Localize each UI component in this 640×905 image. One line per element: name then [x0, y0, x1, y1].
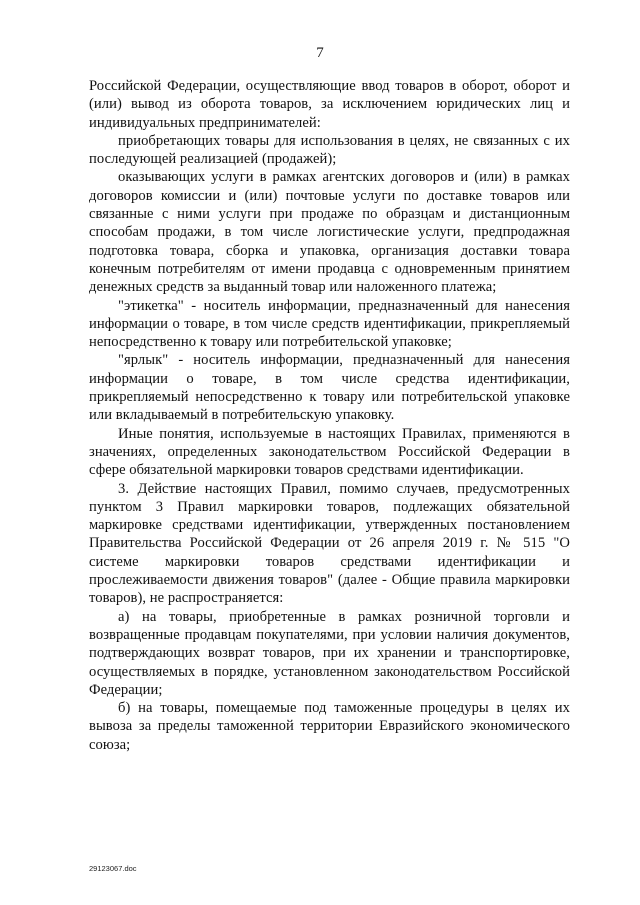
page-number: 7 [316, 45, 324, 61]
document-file-reference: 29123067.doc [89, 864, 137, 873]
document-body [89, 77, 570, 754]
paragraph: "этикетка" - носитель информации, предназначенный для нанесения информации о товаре, в том числе средств идентификации, прикрепляемый непосредственно к товару или потребительской упаковке; [89, 297, 570, 351]
paragraph: приобретающих товары для использования в целях, не связанных с их последующей реализацией (продажей); [89, 132, 570, 168]
paragraph: "ярлык" - носитель информации, предназначенный для нанесения информации о товаре, в том числе средства идентификации, прикрепляемый непосредственно к товару или потребительской упаковке или вкладываемый в потребительскую упаковку. [89, 352, 570, 424]
paragraph: Российской Федерации, осуществляющие ввод товаров в оборот, оборот и (или) вывод из оборота товаров, за исключением юридических лиц и индивидуальных предпринимателей: [89, 78, 570, 131]
paragraph: Иные понятия, используемые в настоящих Правилах, применяются в значениях, определенных законодательством Российской Федерации в сфере обязательной маркировки товаров средствами идентификации. [89, 425, 570, 479]
paragraph: б) на товары, помещаемые под таможенные процедуры в целях их вывоза за пределы таможенной территории Евразийского экономического союза; [89, 700, 570, 753]
paragraph: а) на товары, приобретенные в рамках розничной торговли и возвращенные продавцам покупателями, при условии наличия документов, подтверждающих возврат товаров, при их хранении и транспортировке, осуществляемых в порядке, установленном законодательством Российской Федерации; [89, 608, 570, 698]
paragraph: 3. Действие настоящих Правил, помимо случаев, предусмотренных пунктом 3 Правил маркировки товаров, подлежащих обязательной маркировке средствами идентификации, утвержденных постановлением Правительства Российской Федерации от 26 апреля 2019 г. № 515 "О системе маркировки товаров средствами идентификации и прослеживаемости движения товаров" (далее - Общие правила маркировки товаров), не распространяется: [89, 480, 570, 607]
paragraph: оказывающих услуги в рамках агентских договоров и (или) в рамках договоров комиссии и (или) почтовые услуги по доставке товаров или связанные с ними услуги при продаже по образцам и дистанционным способам продажи, в том числе логистические услуги, предпродажная подготовка товара, сборка и упаковка, организация доставки товара конечным потребителям от имени продавца с одновременным принятием денежных средств за выданный товар или наложенного платежа; [89, 169, 570, 296]
